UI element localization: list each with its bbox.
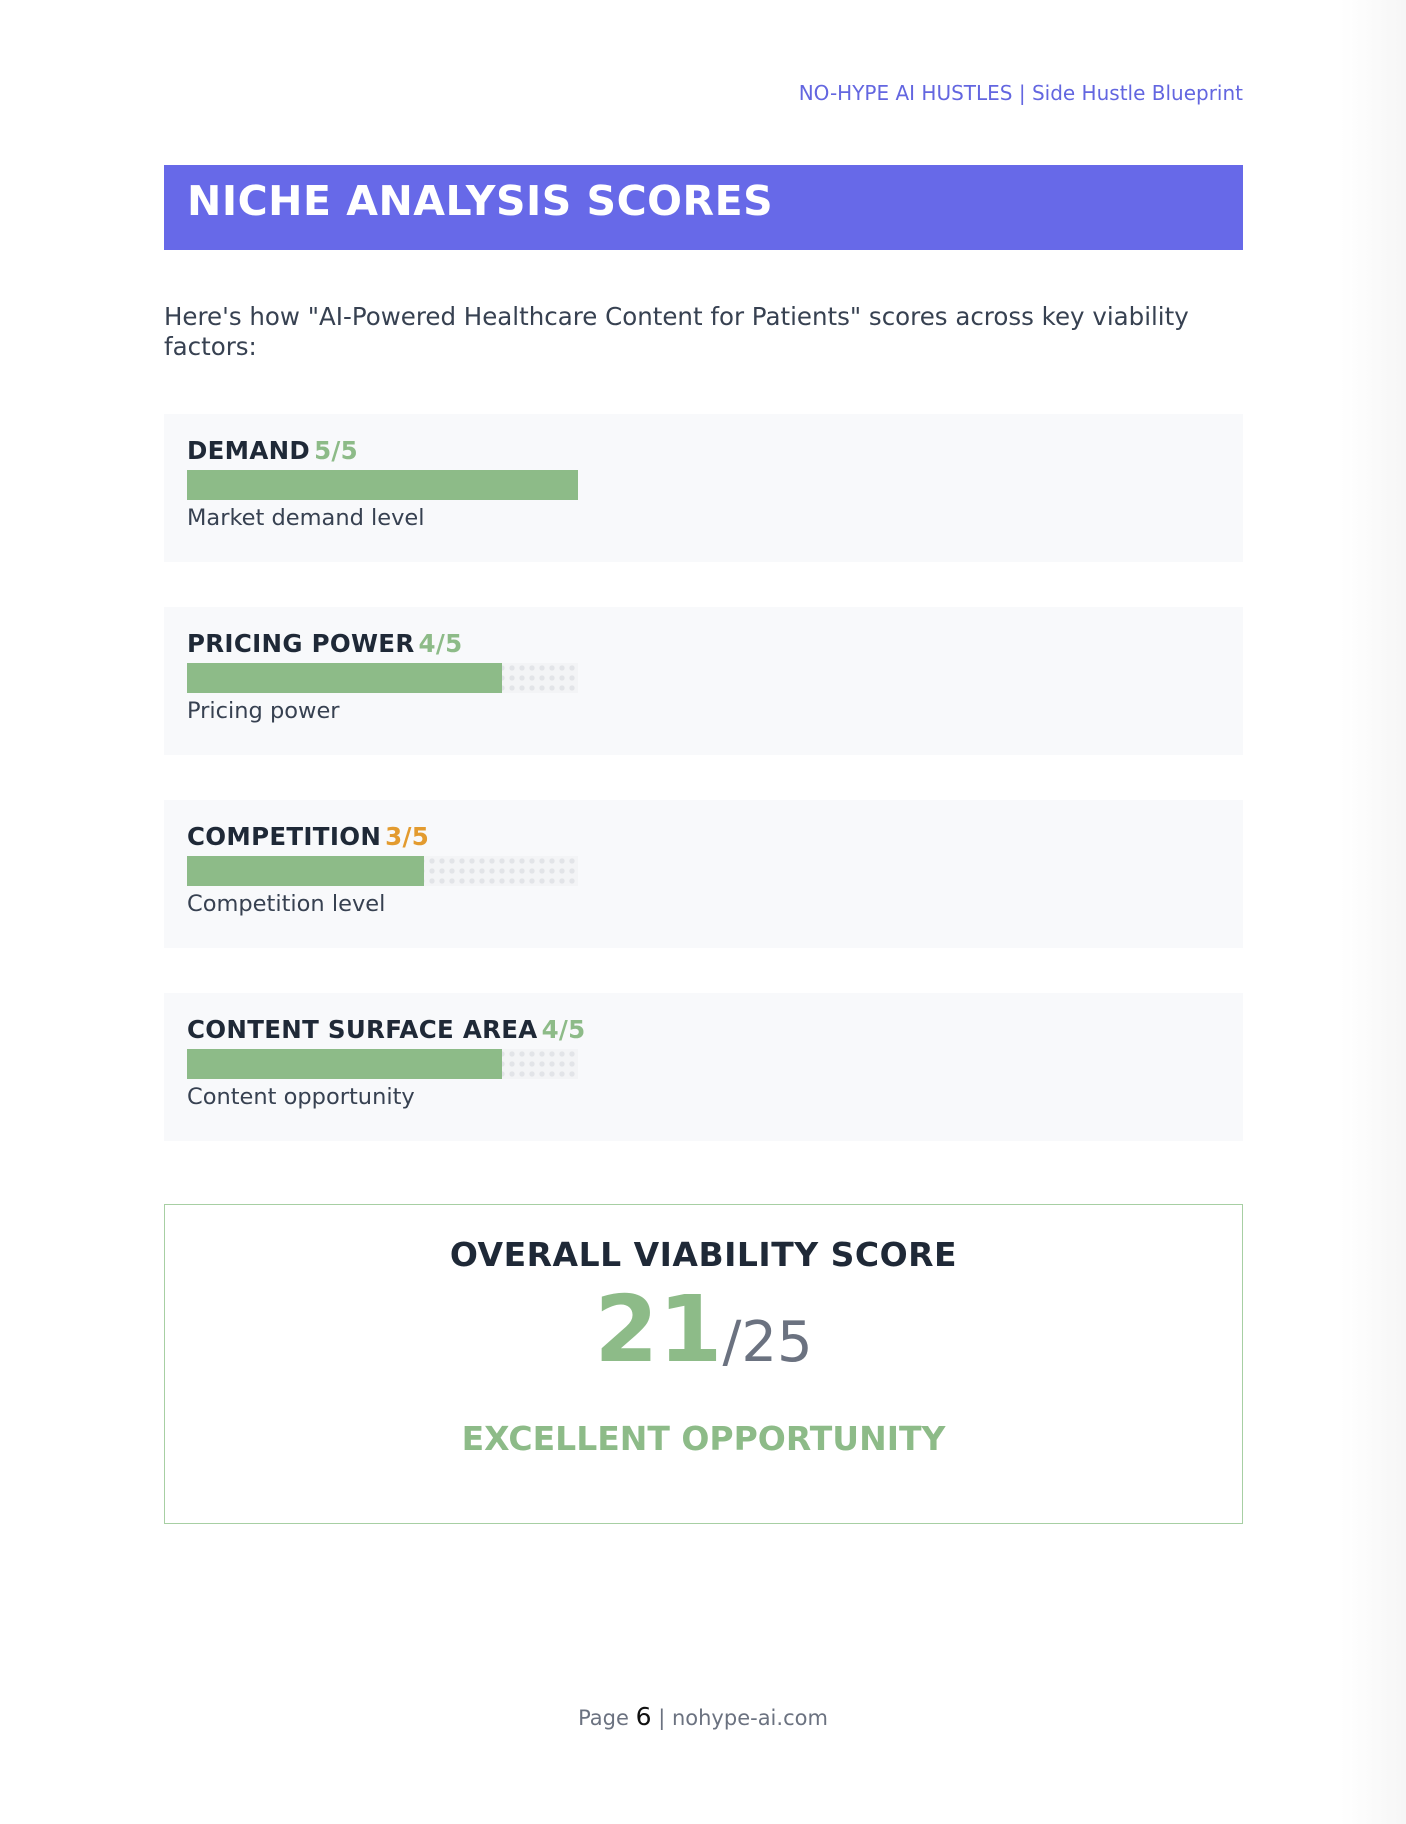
page-label: Page bbox=[578, 1706, 629, 1730]
score-description: Market demand level bbox=[187, 505, 425, 531]
overall-verdict: EXCELLENT OPPORTUNITY bbox=[461, 1419, 946, 1458]
score-bar bbox=[187, 856, 578, 886]
overall-score bbox=[165, 1276, 1242, 1401]
overall-max: /25 bbox=[722, 1310, 813, 1375]
score-card-title bbox=[187, 820, 1243, 854]
score-description: Content opportunity bbox=[187, 1084, 415, 1110]
footer-site: nohype-ai.com bbox=[671, 1706, 828, 1730]
score-card-pricing-power bbox=[164, 607, 1243, 755]
score-card-title bbox=[187, 1013, 1243, 1047]
score-value: 4/5 bbox=[541, 1015, 586, 1044]
score-value: 5/5 bbox=[314, 436, 359, 465]
score-description: Competition level bbox=[187, 891, 386, 917]
overall-score-box bbox=[164, 1204, 1243, 1524]
section-banner bbox=[164, 165, 1243, 250]
footer-separator: | bbox=[658, 1706, 666, 1730]
overall-value: 21 bbox=[594, 1276, 723, 1383]
score-card-demand bbox=[164, 414, 1243, 562]
score-bar-fill bbox=[187, 663, 502, 693]
score-description: Pricing power bbox=[187, 698, 340, 724]
score-bar-fill bbox=[187, 470, 578, 500]
score-label: CONTENT SURFACE AREA bbox=[187, 1015, 538, 1044]
intro-paragraph: Here's how "AI-Powered Healthcare Content for Patients" scores across key viability factors: bbox=[164, 302, 1189, 361]
score-card-title bbox=[187, 434, 1243, 468]
score-label: DEMAND bbox=[187, 436, 311, 465]
score-bar bbox=[187, 663, 578, 693]
page-footer bbox=[0, 1702, 1406, 1733]
score-bar-fill bbox=[187, 1049, 502, 1079]
score-value: 3/5 bbox=[385, 822, 430, 851]
score-bar bbox=[187, 1049, 578, 1079]
page-number: 6 bbox=[635, 1702, 652, 1731]
section-title: NICHE ANALYSIS SCORES bbox=[187, 177, 774, 225]
score-label: COMPETITION bbox=[187, 822, 382, 851]
score-bar-fill bbox=[187, 856, 424, 886]
score-label: PRICING POWER bbox=[187, 629, 415, 658]
score-bar bbox=[187, 470, 578, 500]
score-value: 4/5 bbox=[418, 629, 463, 658]
score-card-title bbox=[187, 627, 1243, 661]
header-brand: NO-HYPE AI HUSTLES | Side Hustle Blueprint bbox=[798, 81, 1243, 105]
score-card-competition bbox=[164, 800, 1243, 948]
score-card-content-surface-area bbox=[164, 993, 1243, 1141]
overall-title: OVERALL VIABILITY SCORE bbox=[449, 1235, 958, 1274]
